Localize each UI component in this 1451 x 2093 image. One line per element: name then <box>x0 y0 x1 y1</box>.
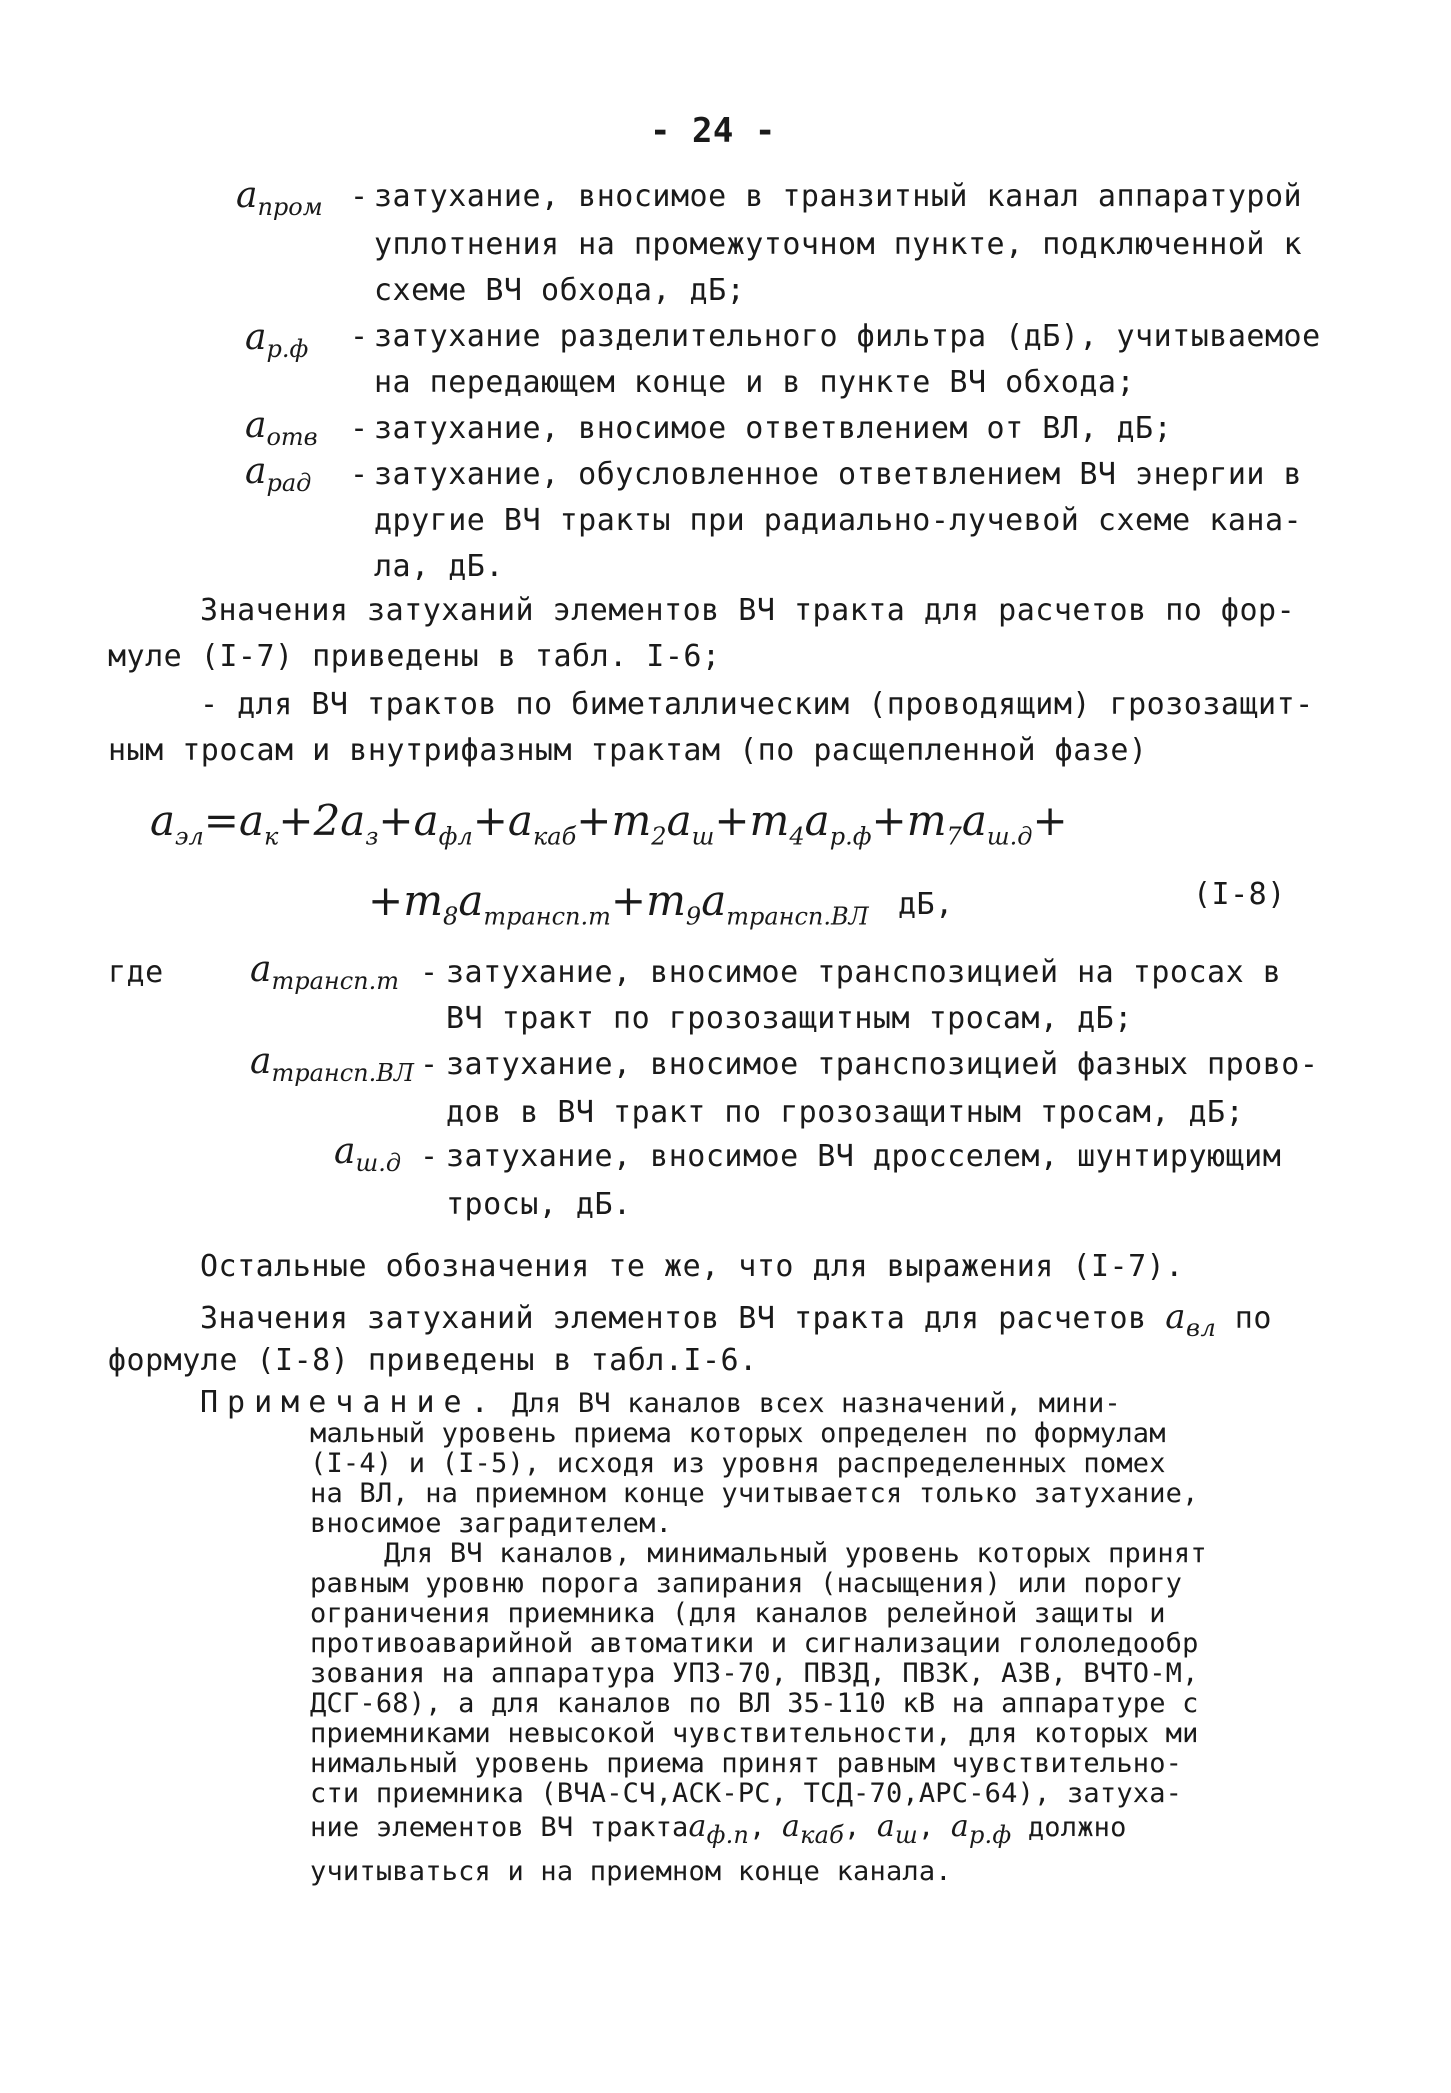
definition-line: уплотнения на промежуточном пункте, подключенной к <box>374 227 1303 262</box>
formula-line-2: $+m_8a_{трансп.т}+m_9a_{трансп.ВЛ}$ <box>368 876 869 931</box>
formula-line-1: $a_{эл}=a_к+2a_з+a_{фл}+a_{каб}+m_2a_ш+m_4a_{р.ф}+m_7a_{ш.д}+$ <box>150 796 1068 851</box>
definition-line: затухание разделительного фильтра (дБ), учитываемое <box>374 319 1321 354</box>
symbol-a-transp-vl: $a_{трансп.ВЛ}$ <box>250 1041 414 1088</box>
definition-line: затухание, обусловленное ответвлением ВЧ энергии в <box>374 457 1303 492</box>
symbol-a-kab: $a_{каб}$ <box>782 1809 844 1849</box>
paragraph-line: - для ВЧ трактов по биметаллическим (проводящим) грозозащит- <box>200 687 1314 722</box>
note-line: зования на аппаратура УПЗ-70, ПВЗД, ПВЗК, АЗВ, ВЧТО-М, <box>310 1658 1199 1689</box>
symbol-a-otv: $a_{отв}$ <box>245 405 318 452</box>
note-line: на ВЛ, на приемном конце учитывается только затухание, <box>310 1478 1199 1509</box>
definition-line: затухание, вносимое ответвлением от ВЛ, дБ; <box>374 411 1173 446</box>
definition-line: ла, дБ. <box>374 549 504 584</box>
paragraph-line: Значения затуханий элементов ВЧ тракта для расчетов по фор- <box>200 593 1296 628</box>
paragraph-line: муле (I-7) приведены в табл. I-6; <box>108 639 721 674</box>
note-line: ние элементов ВЧ трактаa$_{ф.п}$, $a_{каб}$, $a_ш$, $a_{р.ф}$ должно <box>310 1809 1127 1849</box>
symbol-a-rf-note: $a_{р.ф}$ <box>950 1809 1012 1849</box>
page-number: - 24 - <box>650 111 776 151</box>
definition-line: тросы, дБ. <box>446 1187 632 1222</box>
dash: - <box>350 411 369 446</box>
note-line: вносимое заградителем. <box>310 1508 673 1539</box>
paragraph-line: Значения затуханий элементов ВЧ тракта для расчетов $a_{вл}$ по <box>200 1297 1272 1342</box>
definition-line: дов в ВЧ тракт по грозозащитным тросам, дБ; <box>446 1095 1245 1130</box>
note-line: ограничения приемника (для каналов релейной защиты и <box>310 1598 1166 1629</box>
note-line: учитываться и на приемном конце канала. <box>310 1856 952 1887</box>
note-line: противоаварийной автоматики и сигнализации гололедообр <box>310 1628 1199 1659</box>
note-line: Для ВЧ каналов всех назначений, мини- <box>512 1388 1121 1419</box>
definition-line: на передающем конце и в пункте ВЧ обхода; <box>374 365 1136 400</box>
symbol-a-rf: $a_{р.ф}$ <box>245 317 309 364</box>
note-line: (I-4) и (I-5), исходя из уровня распределенных помех <box>310 1448 1166 1479</box>
note-title: Примечание. <box>200 1385 498 1420</box>
note-line: равным уровню порога запирания (насыщения) или порогу <box>310 1568 1183 1599</box>
definition-line: другие ВЧ тракты при радиально-лучевой схеме кана- <box>374 503 1303 538</box>
definition-line: ВЧ тракт по грозозащитным тросам, дБ; <box>446 1001 1133 1036</box>
note-line: нимальный уровень приема принят равным чувствительно- <box>310 1748 1183 1779</box>
formula-label: (I-8) <box>1193 877 1286 912</box>
dash: - <box>420 955 439 990</box>
formula-unit: дБ, <box>898 887 954 922</box>
symbol-a-sh: $a_ш$ <box>876 1809 918 1849</box>
symbol-a-fp: $a_{ф.п}$ <box>688 1809 750 1849</box>
definition-line: затухание, вносимое транспозицией фазных прово- <box>446 1047 1319 1082</box>
symbol-a-rad: $a_{рад}$ <box>245 451 312 498</box>
definition-line: затухание, вносимое ВЧ дросселем, шунтирующим <box>446 1139 1282 1174</box>
note-line: ДСГ-68), а для каналов по ВЛ 35-110 кВ на аппаратуре с <box>310 1688 1199 1719</box>
dash: - <box>350 457 369 492</box>
paragraph-line: формуле (I-8) приведены в табл.I-6. <box>108 1343 758 1378</box>
symbol-a-sh-d: $a_{ш.д}$ <box>334 1131 402 1178</box>
definition-line: затухание, вносимое транспозицией на тросах в <box>446 955 1282 990</box>
note-line: Для ВЧ каналов, минимальный уровень которых принят <box>384 1538 1207 1569</box>
note-line: мальный уровень приема которых определен по формулам <box>310 1418 1166 1449</box>
dash: - <box>350 179 369 214</box>
dash: - <box>420 1047 439 1082</box>
definition-line: схеме ВЧ обхода, дБ; <box>374 273 746 308</box>
symbol-a-transp-t: $a_{трансп.т}$ <box>250 949 399 996</box>
paragraph-line: ным тросам и внутрифазным трактам (по расщепленной фазе) <box>108 733 1148 768</box>
symbol-a-vl: $a_{вл}$ <box>1165 1297 1217 1342</box>
note-line: сти приемника (ВЧА-СЧ,АСК-РС, ТСД-70,АРС-64), затуха- <box>310 1778 1183 1809</box>
note-line: приемниками невысокой чувствительности, для которых ми <box>310 1718 1199 1749</box>
paragraph-line: Остальные обозначения те же, что для выражения (I-7). <box>200 1249 1184 1284</box>
dash: - <box>420 1139 439 1174</box>
symbol-a-prom: $a_{пром}$ <box>236 175 323 222</box>
where-label: где <box>108 955 164 990</box>
dash: - <box>350 319 369 354</box>
definition-line: затухание, вносимое в транзитный канал аппаратурой <box>374 179 1303 214</box>
